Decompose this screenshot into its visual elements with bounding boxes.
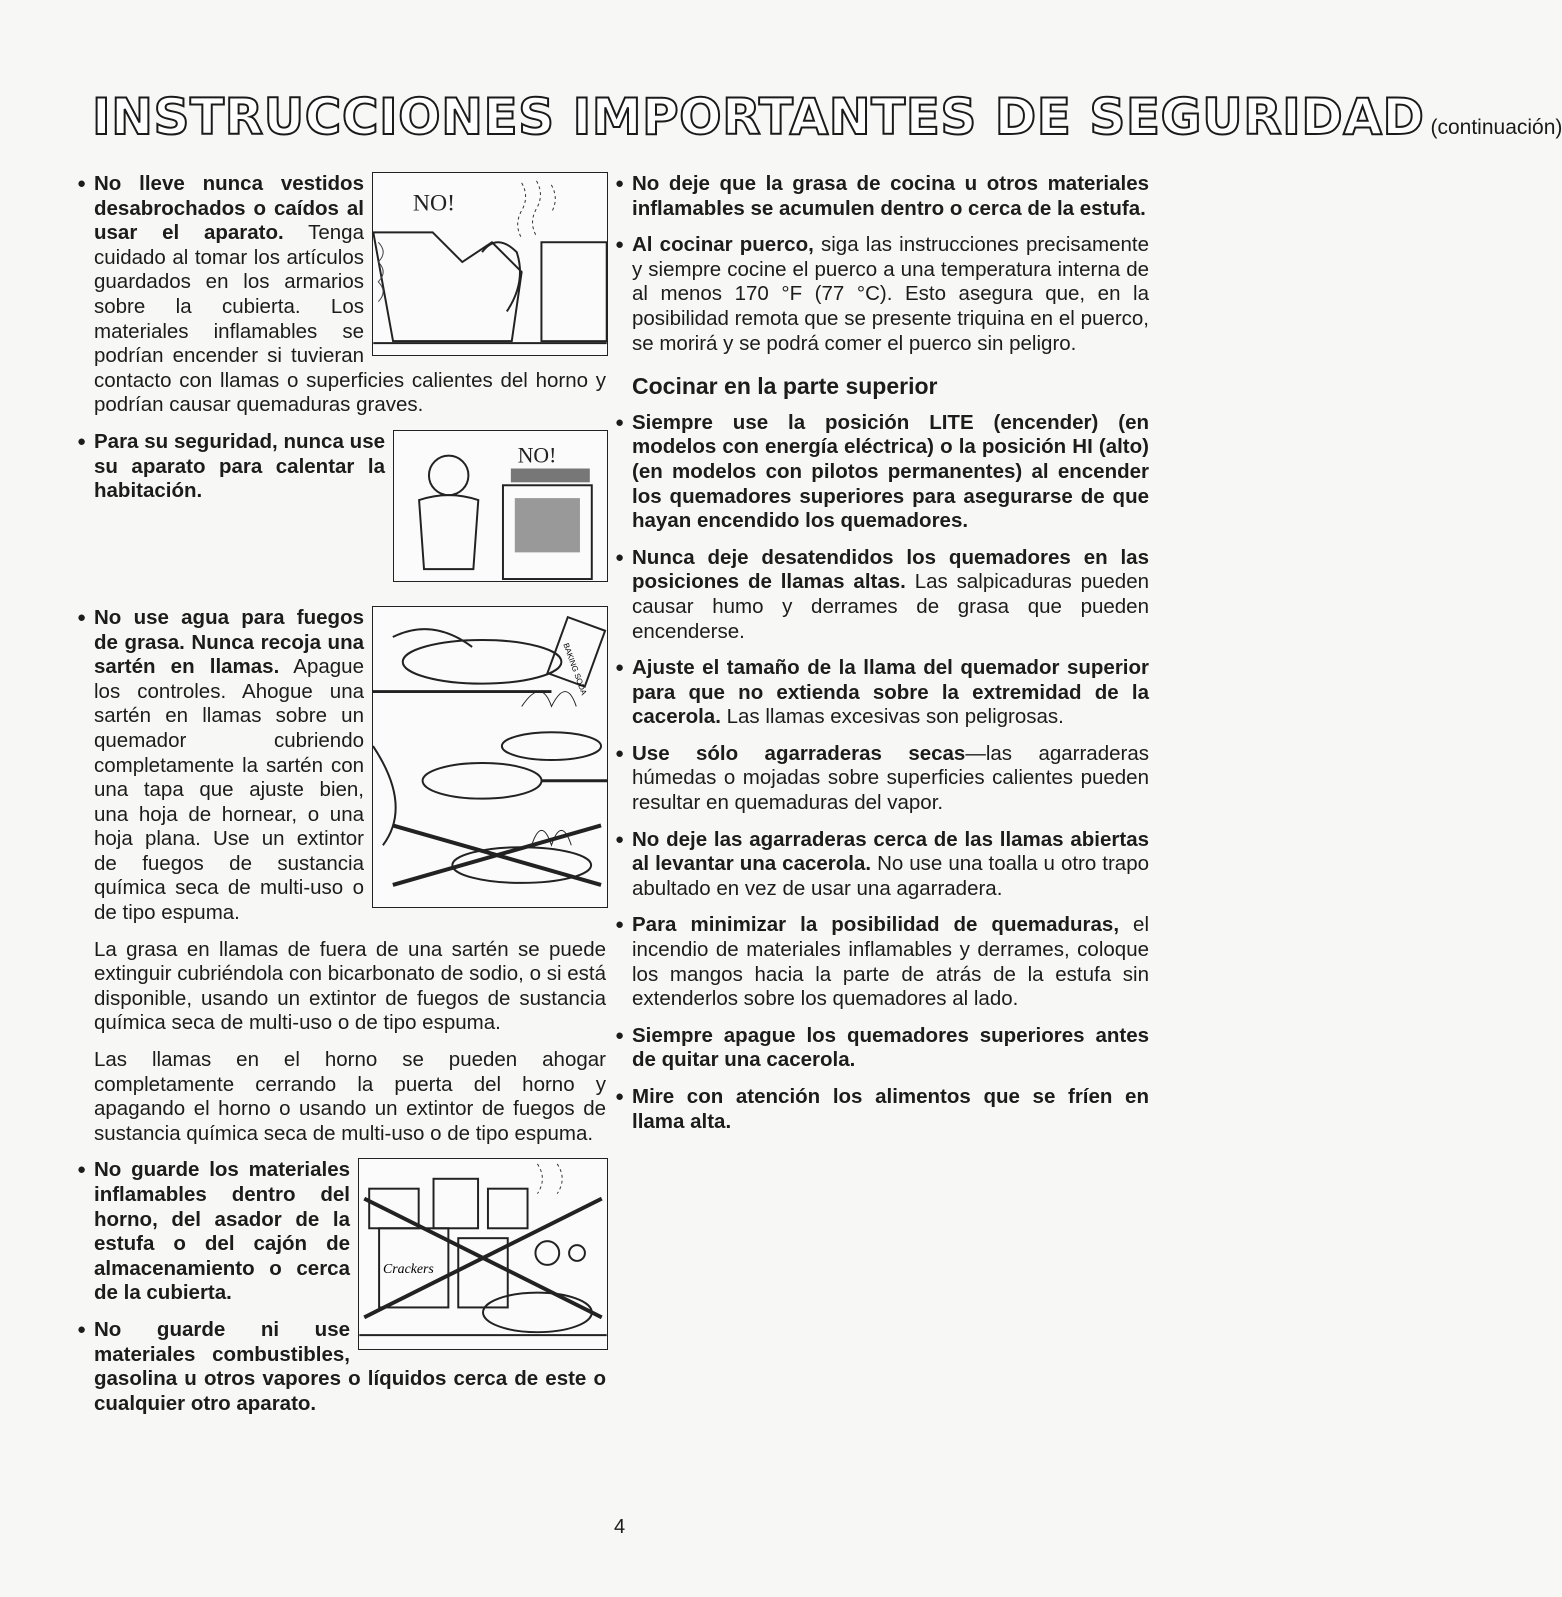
bullet-icon: ●: [77, 1320, 87, 1338]
bullet-icon: ●: [615, 548, 625, 566]
bullet-icon: ●: [615, 830, 625, 848]
right-item-1-bold: No deje que la grasa de cocina u otros materiales inflamables se acumulen dentro o cerca de la estufa.: [632, 172, 1149, 220]
right-item-3: [615, 410, 1149, 534]
left-item-2: [77, 429, 606, 504]
section-heading: Cocinar en la parte superior: [632, 373, 938, 400]
grease-paragraph: La grasa en llamas de fuera de una sartén se puede extinguir cubriéndola con bicarbonato de sodio, o si está disponible, usando un extintor de fuegos de sustancia química seca de multi-uso o de tipo espuma.: [94, 937, 606, 1035]
right-item-7: [615, 827, 1149, 902]
right-column: [615, 172, 1150, 1134]
bullet-icon: ●: [615, 659, 625, 677]
right-item-6-bold: Use sólo agarraderas secas: [632, 741, 966, 765]
right-item-6-text: —las agarraderas húmedas o mojadas sobre superficies calientes pueden resultar en quemaduras del vapor.: [632, 741, 1149, 815]
right-item-2: [615, 233, 1149, 356]
bullet-icon: ●: [77, 1161, 87, 1179]
left-item-1: [77, 172, 606, 418]
right-item-10-bold: Mire con atención los alimentos que se fríen en llama alta.: [632, 1085, 1149, 1133]
right-item-9: [615, 1023, 1149, 1073]
bullet-icon: ●: [77, 175, 87, 192]
left-item-1-bold: No lleve nunca vestidos desabrochados o caídos al usar el aparato.: [94, 172, 364, 245]
right-item-5-bold: Ajuste el tamaño de la llama del quemador superior para que no extienda sobre la extremidad de la cacerola.: [632, 656, 1149, 729]
title-text: INSTRUCCIONES IMPORTANTES DE SEGURIDAD: [92, 88, 1425, 146]
page-number: 4: [614, 1516, 626, 1538]
illus-baking-soda: BAKING SODA: [561, 641, 589, 697]
bullet-icon: ●: [77, 432, 87, 450]
bullet-icon: ●: [615, 175, 625, 192]
left-item-3-bold: No use agua para fuegos de grasa. Nunca recoja una sartén en llamas.: [94, 605, 364, 679]
illus-no-label-1: NO!: [412, 190, 456, 217]
right-item-7-bold: No deje las agarraderas cerca de las llamas abiertas al levantar una cacerola.: [632, 827, 1149, 876]
oven-paragraph: Las llamas en el horno se pueden ahogar completamente cerrando la puerta del horno y apagando el horno o usando un extintor de fuegos de sustancia química seca de multi-uso o de tipo espuma.: [94, 1048, 606, 1145]
right-item-8-text: el incendio de materiales inflamables y derrames, coloque los mangos hacia la parte de atrás de la estufa sin extenderlos sobre los quemadores al lado.: [632, 913, 1150, 1011]
right-item-4-bold: Nunca deje desatendidos los quemadores en las posiciones de llamas altas.: [632, 545, 1149, 594]
left-column: [77, 172, 606, 1416]
bullet-icon: ●: [615, 916, 625, 934]
right-item-3-bold: Siempre use la posición LITE (encender) (en modelos con energía eléctrica) o la posición HI (alto) (en modelos con pilotos permanentes) al encender los quemadores superiores para asegurarse de que hayan encendido los quemadores.: [632, 410, 1149, 533]
left-item-5-bold: No guarde ni use materiales combustibles, gasolina u otros vapores o líquidos cerca de este o cualquier otro aparato.: [94, 1317, 606, 1415]
bullet-icon: ●: [615, 413, 625, 431]
left-item-3-text: Apague los controles. Ahogue una sartén en llamas sobre un quemador cubriendo completamente la sartén con una tapa que ajuste bien, una hoja de hornear, o una hoja plana. Use un extintor de fuegos de sustancia química seca de multi-uso o de tipo espuma.: [94, 655, 364, 925]
bullet-icon: ●: [615, 1026, 625, 1044]
bullet-icon: ●: [615, 1088, 625, 1105]
right-item-5: [615, 656, 1149, 730]
left-item-2-bold: Para su seguridad, nunca use su aparato para calentar la habitación.: [94, 429, 385, 503]
illus-crackers: Crackers: [383, 1261, 434, 1277]
right-item-4: [615, 545, 1150, 644]
right-item-6: [615, 741, 1149, 816]
left-item-5: [77, 1317, 606, 1416]
right-item-7-text: No use una toalla u otro trapo abultado en vez de usar una agarradera.: [632, 852, 1149, 900]
right-item-1: [615, 172, 1149, 221]
loose-clothing-drawing: [373, 173, 607, 355]
right-item-8: [615, 913, 1150, 1011]
left-item-3: [77, 605, 606, 926]
grease-fire-drawing: [373, 607, 607, 907]
left-item-4: [77, 1158, 606, 1306]
bullet-icon: ●: [615, 236, 625, 254]
heating-room-drawing: [394, 431, 607, 581]
page-title: [92, 88, 1562, 146]
right-item-4-text: Las salpicaduras pueden causar humo y derrames de grasa que pueden encenderse.: [632, 570, 1150, 643]
bullet-icon: ●: [77, 608, 87, 626]
right-item-10: [615, 1085, 1149, 1134]
right-item-2-bold: Al cocinar puerco,: [632, 233, 814, 257]
right-item-8-bold: Para minimizar la posibilidad de quemaduras,: [632, 913, 1120, 937]
left-item-1-text: Tenga cuidado al tomar los artículos guardados en los armarios sobre la cubierta. Los materiales inflamables se podrían encender si tuvieran contacto con llamas o superficies calientes del horno y podrían causar quemaduras graves.: [94, 221, 606, 417]
illus-no-label-2: NO!: [517, 443, 557, 468]
grease-fire-illustration: [372, 606, 608, 908]
right-item-9-bold: Siempre apague los quemadores superiores antes de quitar una cacerola.: [632, 1023, 1149, 1072]
right-item-2-text: siga las instrucciones precisamente y siempre cocine el puerco a una temperatura interna de al menos 170 °F (77 °C). Esto asegura que, en la posibilidad remota que se presente triquina en el puerco, se morirá y se podrá comer el puerco sin peligro.: [632, 233, 1149, 355]
loose-clothing-illustration: [372, 172, 608, 356]
heating-room-illustration: [393, 430, 608, 582]
bullet-icon: ●: [615, 744, 625, 762]
right-item-5-text: Las llamas excesivas son peligrosas.: [720, 705, 1064, 729]
left-item-4-bold: No guarde los materiales inflamables dentro del horno, del asador de la estufa o del cajón de almacenamiento o cerca de la cubierta.: [94, 1158, 350, 1305]
title-continuation: (continuación): [1430, 116, 1562, 139]
